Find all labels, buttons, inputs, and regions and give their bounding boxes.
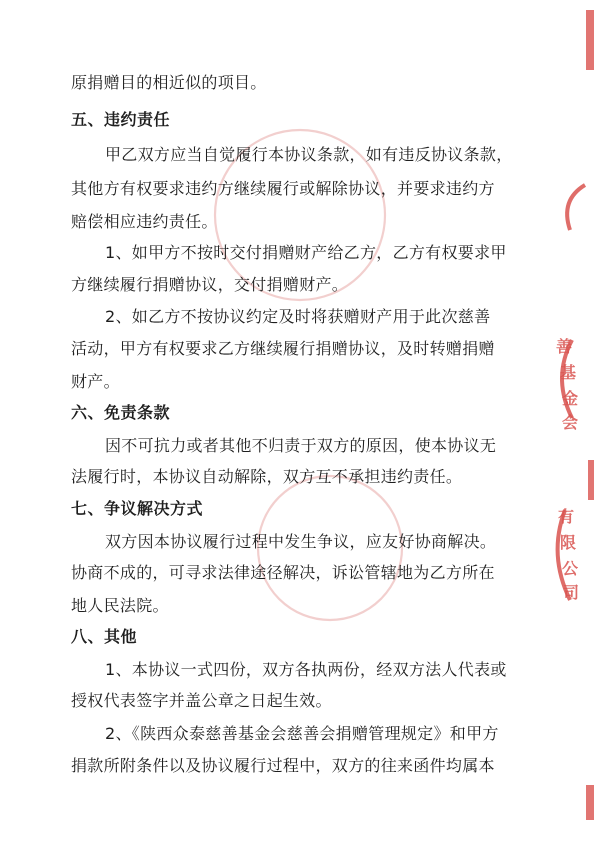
paragraph-line: 地人民法院。 xyxy=(71,596,169,615)
paragraph-line: 双方因本协议履行过程中发生争议，应友好协商解决。 xyxy=(105,532,497,551)
right-edge-stamp-mark xyxy=(588,460,594,500)
stamp-char: 会 xyxy=(562,413,579,432)
right-edge-stamp-mark xyxy=(586,785,594,820)
stamp-char: 公 xyxy=(562,559,579,578)
paragraph-line: 授权代表签字并盖公章之日起生效。 xyxy=(71,691,332,710)
paragraph-line: 1、如甲方不按时交付捐赠财产给乙方，乙方有权要求甲 xyxy=(105,243,507,262)
paragraph-line: 协商不成的，可寻求法律途径解决，诉讼管辖地为乙方所在 xyxy=(71,563,495,582)
section-heading: 七、争议解决方式 xyxy=(71,499,204,518)
stamp-char: 善 xyxy=(556,337,573,356)
stamp-char: 限 xyxy=(560,533,577,552)
section-heading: 六、免责条款 xyxy=(71,403,171,422)
section-heading: 八、其他 xyxy=(71,627,138,646)
section-heading: 五、违约责任 xyxy=(71,110,171,129)
stamp-char: 金 xyxy=(562,389,579,408)
paragraph-line: 其他方有权要求违约方继续履行或解除协议，并要求违约方 xyxy=(71,179,495,198)
paragraph-line: 捐款所附条件以及协议履行过程中，双方的往来函件均属本 xyxy=(71,756,495,775)
paragraph-line: 赔偿相应违约责任。 xyxy=(71,212,218,231)
stamp-char: 有 xyxy=(558,507,575,526)
stamp-char: 司 xyxy=(563,583,580,602)
paragraph-line: 甲乙双方应当自觉履行本协议条款，如有违反协议条款， xyxy=(105,145,513,164)
right-edge-stamp-mark xyxy=(586,10,594,70)
right-seal-arc-2 xyxy=(562,340,572,418)
paragraph-line: 财产。 xyxy=(71,372,120,391)
paragraph-line: 法履行时，本协议自动解除，双方互不承担违约责任。 xyxy=(71,467,463,486)
paragraph-line: 1、本协议一式四份，双方各执两份，经双方法人代表或 xyxy=(105,660,507,679)
paragraph-line: 因不可抗力或者其他不归责于双方的原因，使本协议无 xyxy=(105,436,497,455)
right-seal-arc-3 xyxy=(558,510,570,600)
paragraph-line: 2、如乙方不按协议约定及时将获赠财产用于此次慈善 xyxy=(105,307,491,326)
stamp-char: 基 xyxy=(560,363,577,382)
paragraph-line: 活动，甲方有权要求乙方继续履行捐赠协议，及时转赠捐赠 xyxy=(71,339,495,358)
right-seal-arc-1 xyxy=(567,185,585,230)
paragraph-line: 方继续履行捐赠协议，交付捐赠财产。 xyxy=(71,275,349,294)
paragraph-line: 2、《陕西众泰慈善基金会慈善会捐赠管理规定》和甲方 xyxy=(105,724,499,743)
continuation-line: 原捐赠目的相近似的项目。 xyxy=(71,73,267,92)
